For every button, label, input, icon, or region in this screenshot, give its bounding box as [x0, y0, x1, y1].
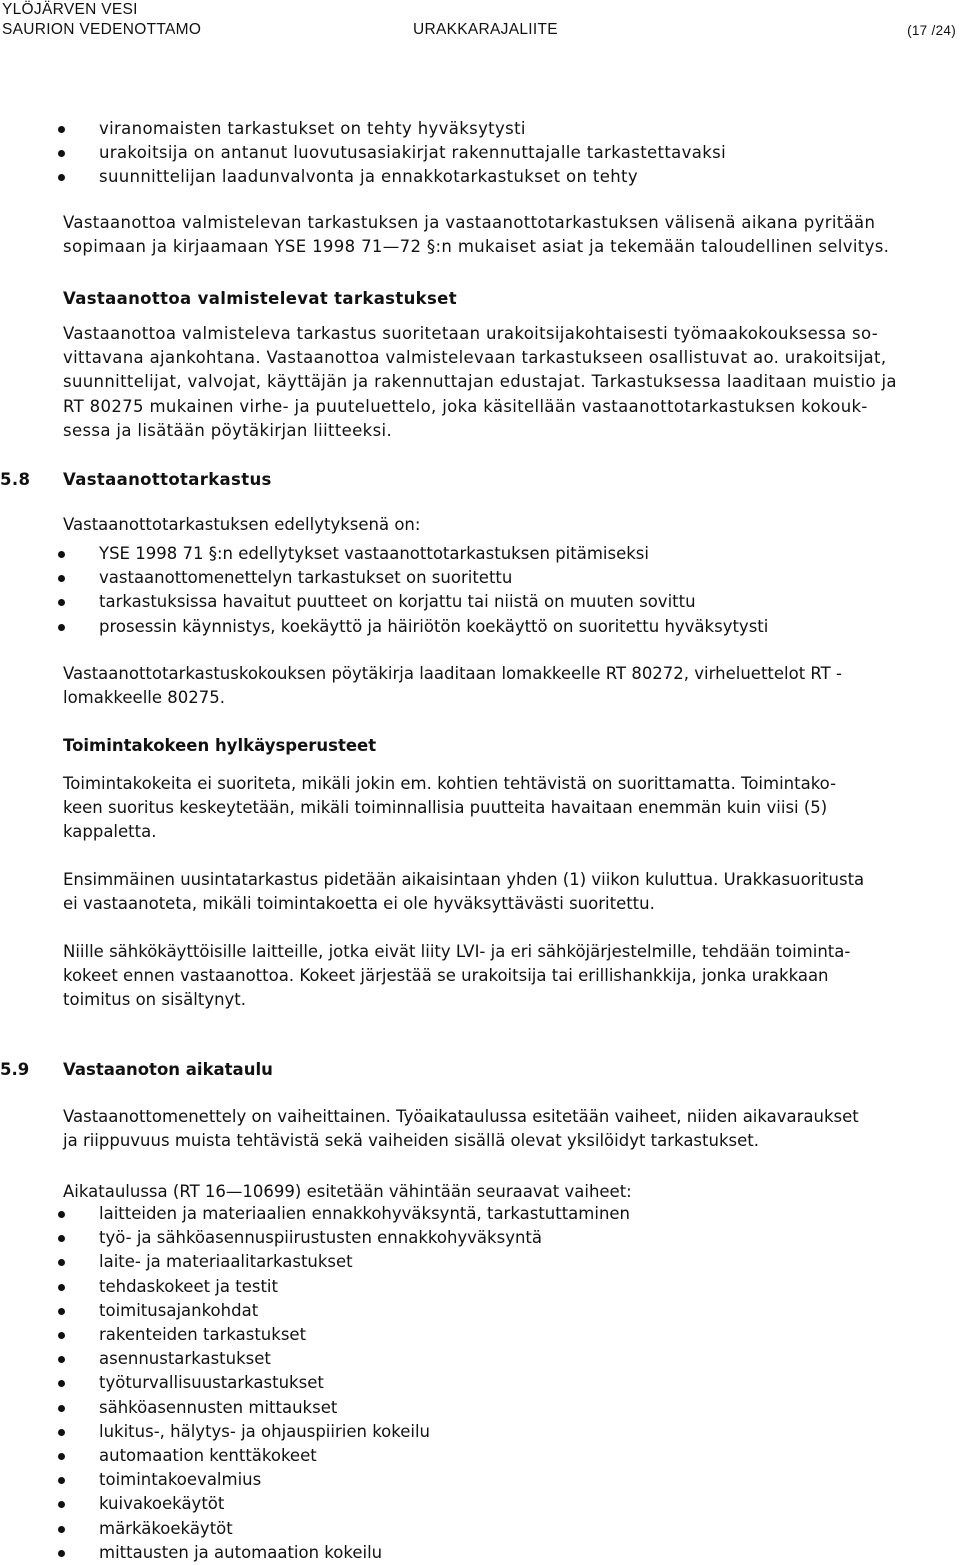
- header-organization: YLÖJÄRVEN VESI: [2, 1, 138, 18]
- section-number: 5.8: [0, 470, 31, 489]
- paragraph-line: RT 80275 mukainen virhe- ja puuteluettelo, joka käsitellään vastaanottotarkastuksen kokouk-: [63, 396, 868, 416]
- paragraph-line: ei vastaanoteta, mikäli toimintakoetta ei ole hyväksyttävästi suoritettu.: [63, 894, 655, 914]
- prep-inspections-heading: Vastaanottoa valmistelevat tarkastukset: [63, 289, 457, 308]
- paragraph-line: keen suoritus keskeytetään, mikäli toiminnallisia puutteita havaitaan enemmän kuin viisi (5): [63, 798, 828, 818]
- list-item: urakoitsija on antanut luovutusasiakirjat rakennuttajalle tarkastettavaksi: [63, 141, 957, 165]
- paragraph-line: Toimintakokeita ei suoriteta, mikäli jokin em. kohtien tehtävistä on suorittamatta. Toimintako-: [63, 774, 837, 793]
- list-item: kuivakoekäytöt: [63, 1492, 957, 1516]
- paragraph-line: suunnittelijat, valvojat, käyttäjän ja rakennuttajan edustajat. Tarkastuksessa laaditaan muistio ja: [63, 372, 897, 392]
- list-item: viranomaisten tarkastukset on tehty hyväksytysti: [63, 117, 957, 141]
- paragraph-line: Vastaanottoa valmisteleva tarkastus suoritetaan urakoitsijakohtaisesti työmaakokouksessa so-: [63, 324, 879, 343]
- paragraph-line: Vastaanottomenettely on vaiheittainen. Työaikataulussa esitetään vaiheet, niiden aikavaraukset: [63, 1107, 859, 1126]
- list-item: laite- ja materiaalitarkastukset: [63, 1250, 957, 1274]
- rejection-paragraph-3: [63, 940, 957, 1013]
- section-title: Vastaanoton aikataulu: [63, 1060, 273, 1079]
- list-item: laitteiden ja materiaalien ennakkohyväksyntä, tarkastuttaminen: [63, 1202, 957, 1226]
- list-item: mittausten ja automaation kokeilu: [63, 1541, 957, 1565]
- list-item: työturvallisuustarkastukset: [63, 1371, 957, 1395]
- intro-paragraph: [63, 211, 957, 259]
- paragraph-line: ja riippuvuus muista tehtävistä sekä vaiheiden sisällä olevat yksilöidyt tarkastukset.: [63, 1131, 759, 1151]
- schedule-phase-list: [63, 1202, 957, 1565]
- prerequisites-bullet-list: [63, 542, 957, 639]
- list-item: toimintakoevalmius: [63, 1468, 957, 1492]
- list-item: prosessin käynnistys, koekäyttö ja häiriötön koekäyttö on suoritettu hyväksytysti: [63, 615, 957, 639]
- list-item: tarkastuksissa havaitut puutteet on korjattu tai niistä on muuten sovittu: [63, 590, 957, 614]
- rejection-paragraph-2: [63, 868, 957, 916]
- paragraph-line: Niille sähkökäyttöisille laitteille, jotka eivät liity LVI- ja eri sähköjärjestelmille, tehdään toiminta-: [63, 942, 851, 961]
- list-item: automaation kenttäkokeet: [63, 1444, 957, 1468]
- list-item: sähköasennusten mittaukset: [63, 1396, 957, 1420]
- rejection-heading: Toimintakokeen hylkäysperusteet: [63, 736, 377, 755]
- section-lead: Vastaanottotarkastuksen edellytyksenä on:: [63, 515, 421, 534]
- paragraph-line: Vastaanottoa valmistelevan tarkastuksen ja vastaanottotarkastuksen välisenä aikana pyritään: [63, 213, 876, 232]
- paragraph-line: lomakkeelle 80275.: [63, 688, 225, 708]
- paragraph-line: sopimaan ja kirjaamaan YSE 1998 71—72 §:n mukaiset asiat ja tekemään taloudellinen selvitys.: [63, 237, 890, 257]
- list-item: vastaanottomenettelyn tarkastukset on suoritettu: [63, 566, 957, 590]
- section-title: Vastaanottotarkastus: [63, 470, 272, 489]
- header-project: SAURION VEDENOTTAMO: [2, 21, 202, 38]
- list-item: märkäkoekäytöt: [63, 1517, 957, 1541]
- list-item: YSE 1998 71 §:n edellytykset vastaanottotarkastuksen pitämiseksi: [63, 542, 957, 566]
- paragraph-line: kokeet ennen vastaanottoa. Kokeet järjestää se urakoitsija tai erillishankkija, jonka urakkaan: [63, 966, 829, 986]
- paragraph-line: toimitus on sisältynyt.: [63, 990, 247, 1010]
- intro-bullet-list: [63, 117, 957, 190]
- list-item: suunnittelijan laadunvalvonta ja ennakkotarkastukset on tehty: [63, 165, 957, 189]
- list-item: lukitus-, hälytys- ja ohjauspiirien kokeilu: [63, 1420, 957, 1444]
- rejection-paragraph-1: [63, 772, 957, 845]
- paragraph-line: kappaletta.: [63, 822, 157, 842]
- section-number: 5.9: [0, 1060, 30, 1079]
- prep-inspections-paragraph: [63, 322, 957, 443]
- paragraph-line: Vastaanottotarkastuskokouksen pöytäkirja laaditaan lomakkeelle RT 80272, virheluettelot RT -: [63, 664, 842, 683]
- paragraph-line: Ensimmäinen uusintatarkastus pidetään aikaisintaan yhden (1) viikon kuluttua. Urakkasuoritusta: [63, 870, 865, 889]
- paragraph-line: sessa ja lisätään pöytäkirjan liitteeksi.: [63, 420, 393, 440]
- header-document-name: URAKKARAJALIITE: [413, 21, 558, 38]
- list-item: tehdaskokeet ja testit: [63, 1275, 957, 1299]
- schedule-lead: Aikataulussa (RT 16—10699) esitetään vähintään seuraavat vaiheet:: [63, 1182, 632, 1201]
- list-item: työ- ja sähköasennuspiirustusten ennakkohyväksyntä: [63, 1226, 957, 1250]
- list-item: rakenteiden tarkastukset: [63, 1323, 957, 1347]
- list-item: asennustarkastukset: [63, 1347, 957, 1371]
- minutes-paragraph: [63, 662, 957, 710]
- list-item: toimitusajankohdat: [63, 1299, 957, 1323]
- header-page-number: (17 /24): [907, 23, 956, 38]
- schedule-paragraph: [63, 1105, 957, 1153]
- paragraph-line: vittavana ajankohtana. Vastaanottoa valmistelevaan tarkastukseen osallistuvat ao. urakoitsijat,: [63, 348, 887, 368]
